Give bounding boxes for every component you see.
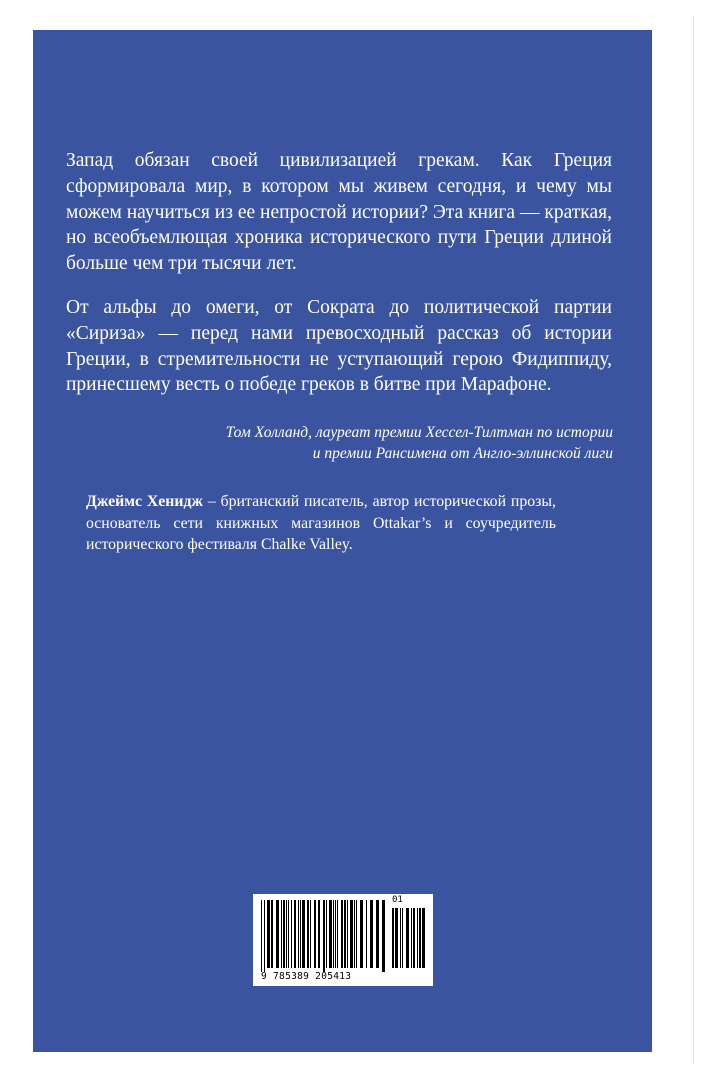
barcode-bar — [298, 900, 299, 968]
barcode-bar — [347, 900, 348, 968]
barcode-bar — [288, 900, 289, 968]
barcode-bar — [402, 908, 403, 968]
barcode-bar — [411, 908, 412, 968]
barcode-bar — [307, 900, 309, 968]
barcode-bar — [261, 900, 262, 972]
barcode-bar — [302, 900, 305, 968]
description-paragraph-1: Запад обязан своей цивилизацией грекам. Как Греция сформировала мир, в котором мы живем сегодня, и чему мы можем научиться из ее непростой истории? Эта книга — краткая, но всеобъемлющая хроника исторического пути Греции длиной больше чем три тысячи лет. — [66, 150, 612, 275]
barcode-bar — [281, 900, 282, 968]
barcode-bar — [329, 900, 332, 968]
barcode-bar — [400, 908, 401, 968]
barcode-bar — [354, 900, 355, 968]
barcode-bar — [267, 900, 270, 968]
barcode-bar — [337, 900, 338, 968]
author-name: Джеймс Хенидж — [86, 493, 203, 510]
barcode-bar — [395, 908, 398, 968]
barcode-bar — [335, 900, 336, 968]
author-bio-text: – британский писатель, автор исторической прозы, основатель сети книжных магазинов Ottakar’s и соучредитель исторического фестиваля Chalke Valley. — [86, 493, 556, 553]
barcode-bar — [333, 900, 334, 968]
barcode-bar — [310, 900, 311, 968]
barcode-bar — [356, 900, 357, 968]
attribution-line-2: и премии Рансимена от Англо-эллинской лиги — [312, 445, 613, 462]
barcode-bar — [344, 900, 346, 968]
barcode-bar — [323, 900, 325, 972]
barcode-bar — [366, 900, 367, 968]
barcode-bar — [376, 900, 379, 968]
barcode-bar — [341, 900, 343, 968]
barcode-bar — [382, 900, 385, 972]
barcode-bar — [300, 900, 301, 968]
barcode-bar — [419, 908, 421, 968]
barcode-digits: 9 785389 205413 — [261, 971, 352, 982]
barcode-bar — [422, 908, 425, 968]
isbn-barcode — [253, 894, 433, 986]
barcode-bar — [413, 908, 415, 968]
barcode-bar — [283, 900, 285, 968]
barcode-bar — [350, 900, 353, 968]
barcode-bar — [392, 908, 394, 968]
barcode-bar — [406, 908, 409, 968]
attribution-line-1: Том Холланд, лауреат премии Хессел-Тилтман по истории — [225, 424, 613, 441]
page-edge-line — [693, 15, 694, 1065]
description-paragraph-2: От альфы до омеги, от Сократа до политической партии «Сириза» — перед нами превосходный рассказ об истории Греции, в стремительности не уступающий герою Фидиппиду, принесшему весть о победе греков в битве при Марафоне. — [66, 297, 612, 396]
barcode-bar — [314, 900, 316, 968]
barcode-bar — [417, 908, 418, 968]
review-attribution — [66, 422, 613, 464]
barcode-bar — [370, 900, 373, 968]
author-bio — [86, 491, 556, 556]
barcode-bar — [294, 900, 296, 968]
barcode-bar — [326, 900, 327, 968]
barcode-addon-digits: 01 — [392, 895, 403, 905]
barcode-bar — [271, 900, 273, 968]
barcode-bar — [286, 900, 287, 968]
barcode-bar — [318, 900, 320, 968]
barcode-bar — [291, 900, 292, 968]
barcode-bar — [264, 900, 265, 972]
barcode-bar — [360, 900, 363, 968]
barcode-bar — [276, 900, 279, 968]
